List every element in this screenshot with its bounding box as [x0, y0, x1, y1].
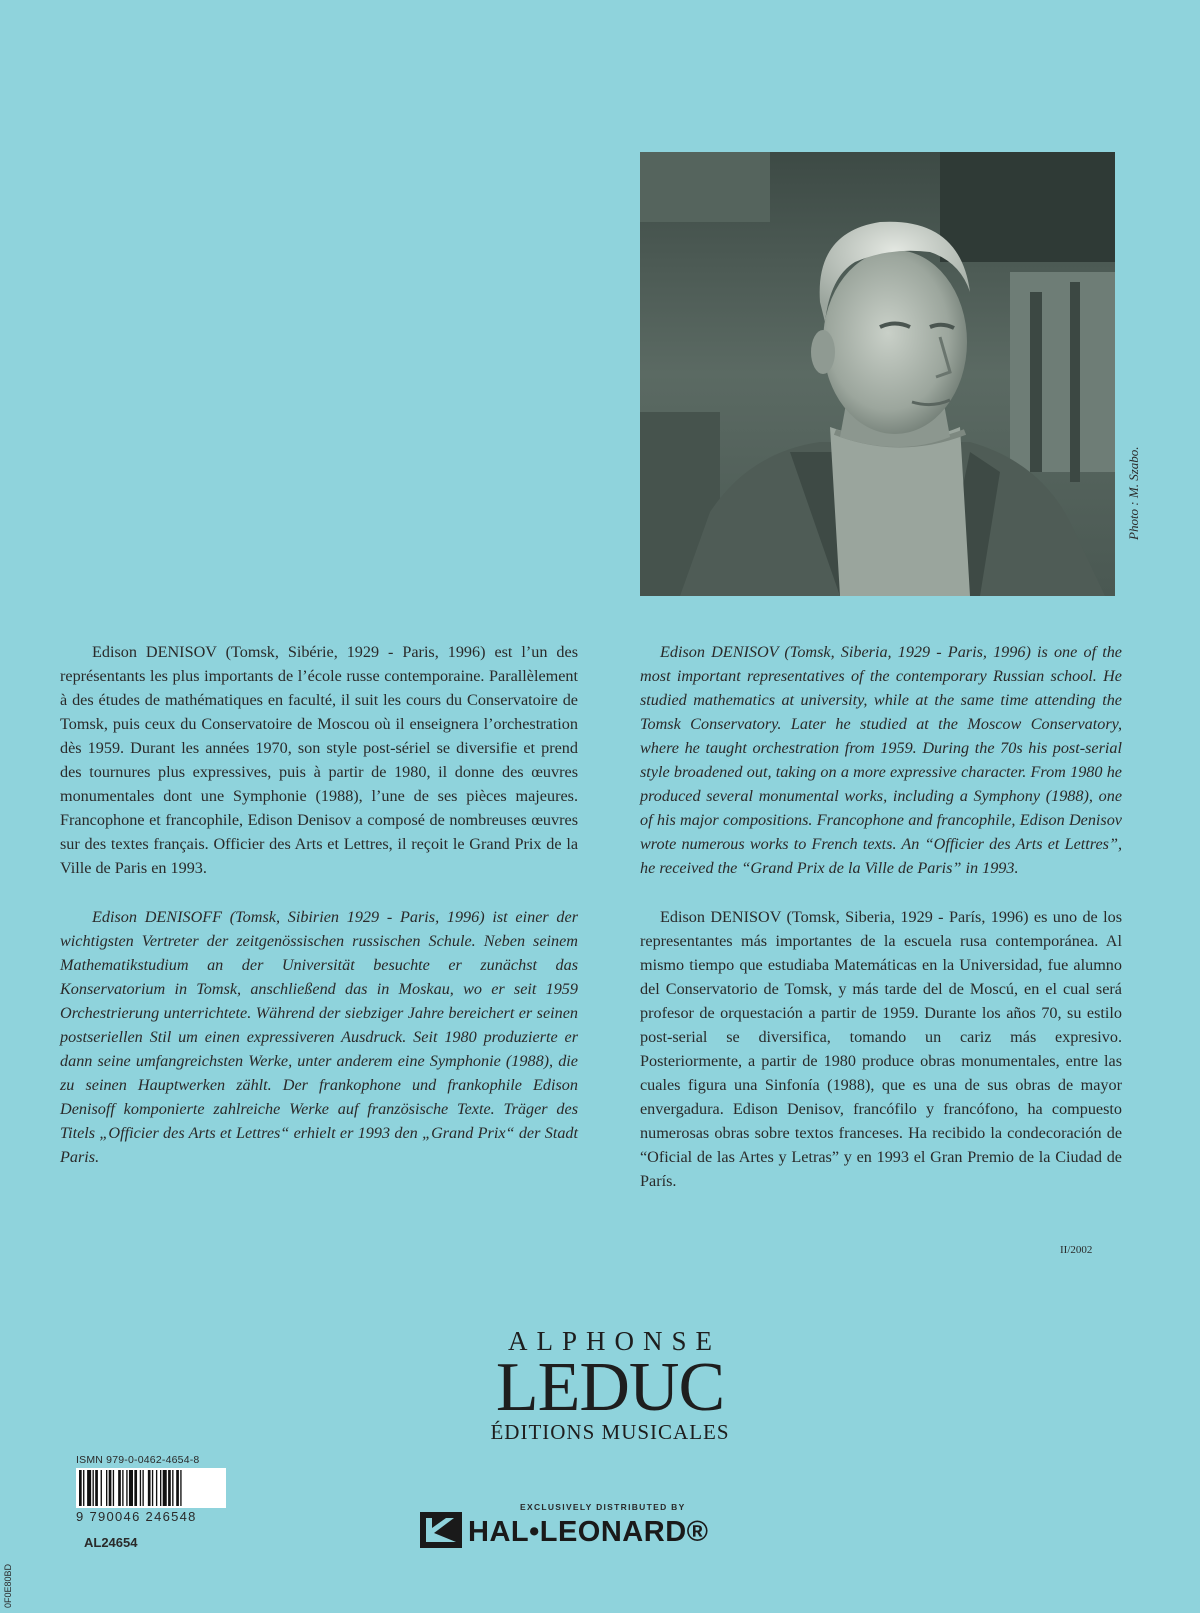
catalog-number: AL24654 — [84, 1535, 138, 1550]
distributor-label: EXCLUSIVELY DISTRIBUTED BY — [520, 1502, 686, 1512]
biography-french: Edison DENISOV (Tomsk, Sibérie, 1929 - Paris, 1996) est l’un des représentants les plus importants de l’école russe contemporaine. Parallèlement à des études de mathématiques en faculté, il suit les cours du Conservatoire de Tomsk, puis ceux du Conservatoire de Moscou où il enseignera l’orchestration dès 1959. Durant les années 1970, son style post-sériel se diversifie et prend des tournures plus expressives, puis à partir de 1980, il donne des œuvres monumentales dont une Symphonie (1988), l’une de ses pièces majeures. Francophone et francophile, Edison Denisov a composé de nombreuses œuvres sur des textes français. Officier des Arts et Lettres, il reçoit le Grand Prix de la Ville de Paris en 1993. — [60, 643, 578, 877]
barcode-digits: 9 790046 246548 — [76, 1509, 197, 1524]
photo-credit: Photo : M. Szabo. — [1126, 446, 1141, 540]
publisher-name-line2: LEDUC — [495, 1349, 725, 1426]
biography-spanish: Edison DENISOV (Tomsk, Siberia, 1929 - París, 1996) es uno de los representantes más importantes de la escuela rusa contemporánea. Al mismo tiempo que estudiaba Matemáticas en la Universidad, fue alumno del Conservatorio de Tomsk, y más tarde del de Moscú, en el cual será profesor de orquestación a partir de 1959. Durante los años 70, su estilo post-serial se diversifica, tomando un cariz más expresivo. Posteriormente, a partir de 1980 produce obras monumentales, entre las cuales figura una Sinfonía (1988), que es una de sus obras de mayor envergadura. Edison Denisov, francófilo y francófono, ha compuesto numerosas obras sobre textos franceses. Ha recibido la condecoración de “Oficial de las Artes y Letras” y en 1993 el Gran Premio de la Ciudad de París. — [640, 908, 1122, 1190]
side-code: 0F0E80BD — [3, 1563, 13, 1608]
publisher-logo — [480, 1325, 740, 1445]
ismn-label: ISMN 979-0-0462-4654-8 — [76, 1454, 200, 1466]
biography-english: Edison DENISOV (Tomsk, Siberia, 1929 - Paris, 1996) is one of the most important representatives of the contemporary Russian school. He studied mathematics at university, while at the same time attending the Tomsk Conservatory. Later he studied at the Moscow Conservatory, where he taught orchestration from 1959. During the 70s his post-serial style broadened out, taking on a more expressive character. From 1980 he produced several monumental works, including a Symphony (1988), one of his major compositions. Francophone and francophile, Edison Denisov wrote numerous works to French texts. An “Officier des Arts et Lettres”, he received the “Grand Prix de la Ville de Paris” in 1993. — [640, 643, 1122, 877]
composer-photo — [640, 152, 1115, 596]
barcode-icon — [76, 1468, 226, 1508]
edition-code: II/2002 — [1060, 1244, 1093, 1256]
composer-portrait-image — [640, 152, 1115, 596]
publisher-name-line1: ALPHONSE — [507, 1326, 721, 1356]
ismn-barcode-block — [76, 1454, 226, 1524]
biography-german: Edison DENISOFF (Tomsk, Sibirien 1929 - Paris, 1996) ist einer der wichtigsten Vertreter der zeitgenössischen russischen Schule. Neben seinem Mathematikstudium an der Universität besuchte er zunächst das Konservatorium in Tomsk, anschließend das in Moskau, wo er seit 1959 Orchestrierung unterrichtete. Während der siebziger Jahre bereichert er seinen postseriellen Stil um einen expressiveren Ausdruck. Seit 1980 produzierte er dann seine umfangreichsten Werke, unter anderem eine Symphonie (1988), die zu seinen Hauptwerken zählt. Der frankophone und frankophile Edison Denisoff komponierte zahlreiche Werke auf französische Texte. Träger des Titels „Officier des Arts et Lettres“ erhielt er 1993 den „Grand Prix“ der Stadt Paris. — [60, 908, 578, 1166]
distributor-logo — [420, 1502, 790, 1562]
publisher-name-line3: ÉDITIONS MUSICALES — [490, 1420, 730, 1444]
distributor-name: HAL•LEONARD® — [468, 1516, 709, 1548]
hal-leonard-logo-icon — [420, 1512, 462, 1548]
